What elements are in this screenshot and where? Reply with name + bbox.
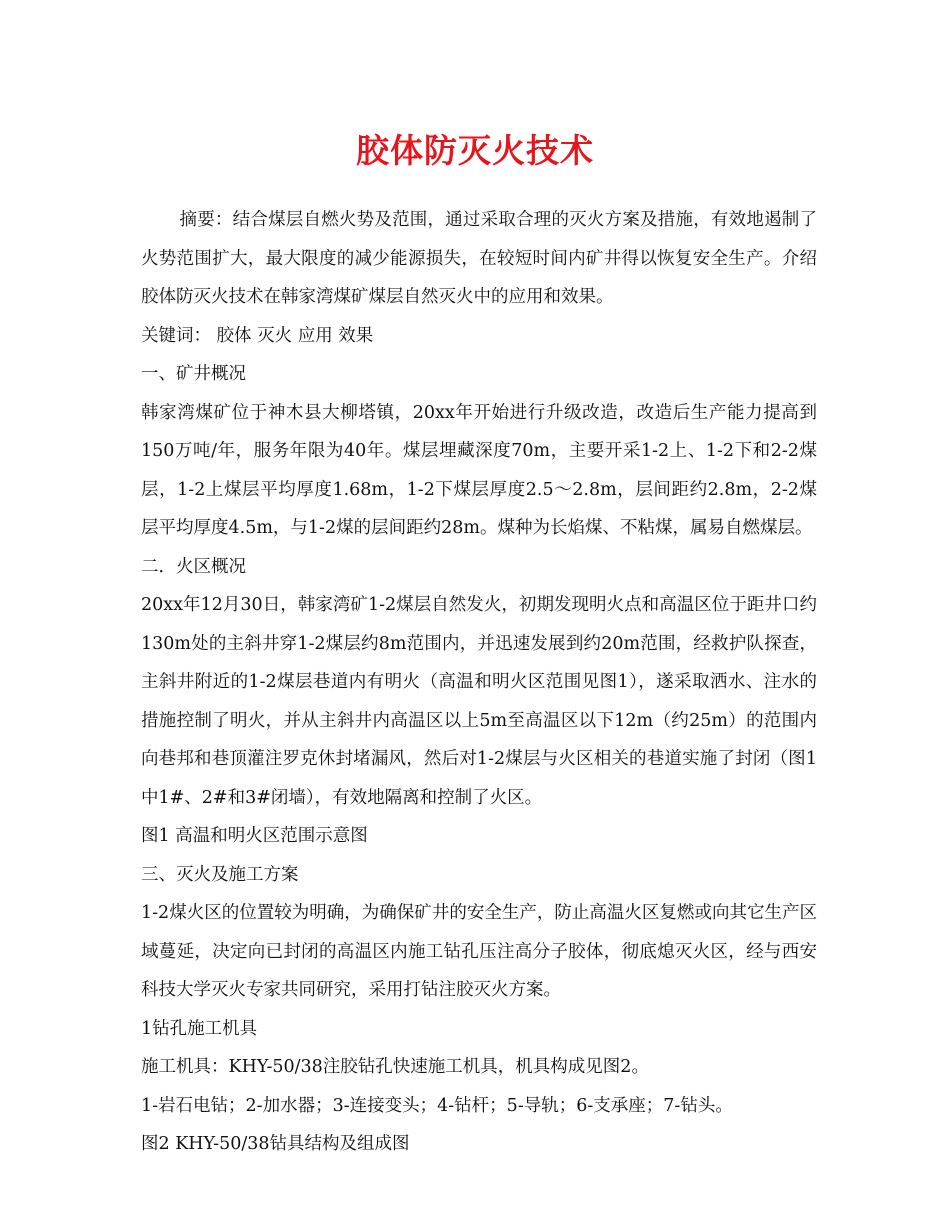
section-3-heading: 三、灭火及施工方案 bbox=[141, 864, 299, 885]
abstract-paragraph: 摘要：结合煤层自燃火势及范围，通过采取合理的灭火方案及措施，有效地遏制了火势范围扩大，最大限度的减少能源损失，在较短时间内矿井得以恢复安全生产。介绍胶体防灭火技术在韩家湾煤矿煤层自然灭火中的应用和效果。 bbox=[141, 210, 817, 307]
section-3-paragraph: 1-2煤火区的位置较为明确，为确保矿井的安全生产，防止高温火区复燃或向其它生产区域蔓延，决定向已封闭的高温区内施工钻孔压注高分子胶体，彻底熄灭火区，经与西安科技大学灭火专家共同研究，采用打钻注胶灭火方案。 bbox=[141, 903, 817, 1000]
section-2-heading: 二．火区概况 bbox=[141, 556, 246, 577]
section-1-heading: 一、矿井概况 bbox=[141, 364, 246, 384]
section-1-paragraph: 韩家湾煤矿位于神木县大柳塔镇，20xx年开始进行升级改造，改造后生产能力提高到150万吨/年，服务年限为40年。煤层埋藏深度70m，主要开采1-2上、1-2下和2-2煤层，1-2上煤层平均厚度1.68m，1-2下煤层厚度2.5～2.8m，层间距约2.8m，2-2煤层平均厚度4.5m，与1-2煤的层间距约28m。煤种为长焰煤、不粘煤，属易自燃煤层。 bbox=[141, 402, 817, 538]
keywords-line: 关键词： 胶体 灭火 应用 效果 bbox=[141, 325, 374, 346]
subsection-1-heading: 1钻孔施工机具 bbox=[141, 1018, 258, 1039]
figure-1-caption: 图1 高温和明火区范围示意图 bbox=[141, 826, 368, 846]
document-title: 胶体防灭火技术 bbox=[356, 131, 594, 170]
parts-list-line: 1-岩石电钻；2-加水器；3-连接变头；4-钻杆；5-导轨；6-支承座；7-钻头。 bbox=[141, 1095, 733, 1116]
figure-2-caption: 图2 KHY-50/38钻具结构及组成图 bbox=[141, 1134, 410, 1154]
subsection-1-paragraph: 施工机具：KHY-50/38注胶钻孔快速施工机具，机具构成见图2。 bbox=[141, 1057, 649, 1077]
document-body bbox=[141, 201, 817, 1164]
section-2-paragraph: 20xx年12月30日，韩家湾矿1-2煤层自然发火，初期发现明火点和高温区位于距井口约130m处的主斜井穿1-2煤层约8m范围内，并迅速发展到约20m范围，经救护队探查，主斜井附近的1-2煤层巷道内有明火（高温和明火区范围见图1），遂采取洒水、注水的措施控制了明火，并从主斜井内高温区以上5m至高温区以下12m（约25m）的范围内向巷邦和巷顶灌注罗克休封堵漏风，然后对1-2煤层与火区相关的巷道实施了封闭（图1中1#、2#和3#闭墙），有效地隔离和控制了火区。 bbox=[141, 595, 817, 808]
